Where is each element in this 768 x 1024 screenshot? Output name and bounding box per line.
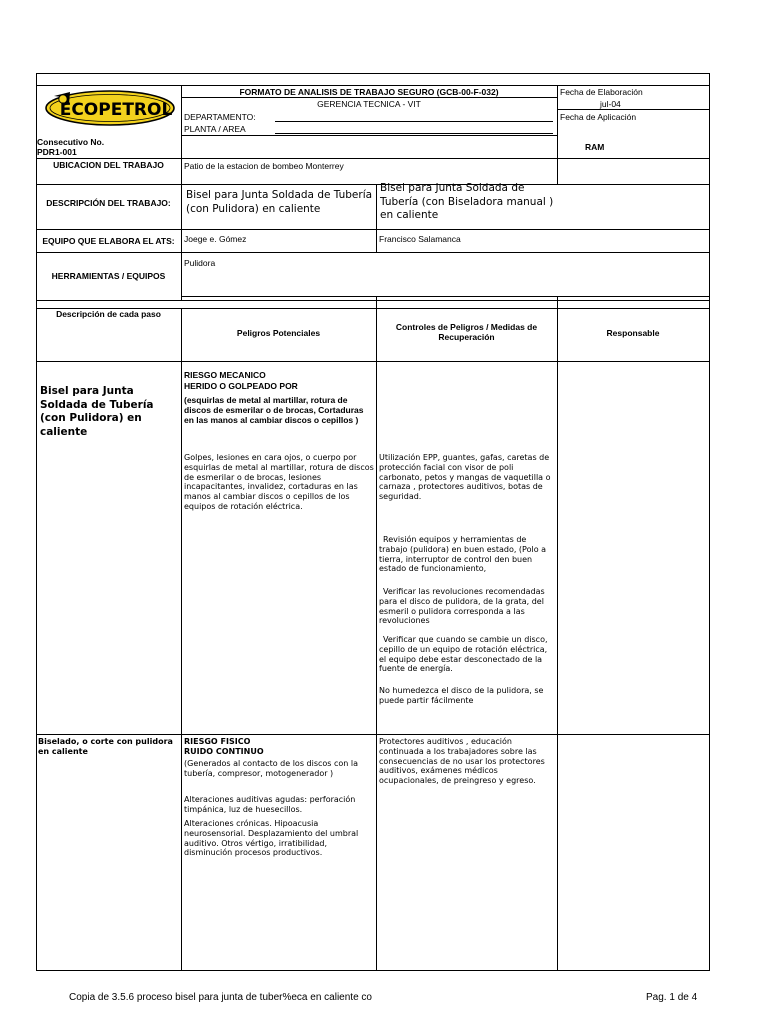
fecha-aplicacion-label: Fecha de Aplicación [560,112,637,122]
gerencia: GERENCIA TECNICA - VIT [317,99,421,109]
col-header-peligros: Peligros Potenciales [236,328,321,338]
step2-riesgo-sub: RUIDO CONTINUO [184,747,264,756]
step1-control-epp: Utilización EPP, guantes, gafas, caretas de protección facial con visor de poli carbonato, petos y mangas de vaquetilla o carnaza , protectores auditivos, botas de seguridad. [379,453,551,501]
table-border-right [709,73,710,971]
col-header-controles: Controles de Peligros / Medidas de Recuperación [395,322,538,343]
fecha-elaboracion-value: jul-04 [600,99,621,109]
ram-label: RAM [585,142,605,152]
svg-text:ECOPETROL: ECOPETROL [59,100,173,120]
col-line [557,296,558,971]
step2-riesgo-title: RIESGO FISICO [184,737,251,746]
row-line [36,252,710,253]
field-underline [275,133,553,134]
step2-control: Protectores auditivos , educación continuada a los trabajadores sobre las consecuencias de no usar los protectores auditivos, exámenes médicos ocupacionales, de preingreso y egreso. [379,737,545,785]
step1-riesgo-detail: (esquirlas de metal al martillar, rotura de discos de esmerilar o de brocas, Cortaduras en las manos al cambiar discos o cepillos ) [184,395,364,426]
col-line [376,296,377,971]
fecha-elaboracion-label: Fecha de Elaboración [560,87,643,97]
step2-description: Biselado, o corte con pulidora en caliente [38,737,173,756]
footer-filename: Copia de 3.5.6 proceso bisel para junta de tuber%eca en caliente co [69,992,372,1003]
col-line [181,85,182,300]
equipo-value-2: Francisco Salamanca [379,234,461,244]
step1-control-humedezca: No humedezca el disco de la pulidora, se puede partir fácilmente [379,686,544,705]
departamento-label: DEPARTAMENTO: [184,112,256,122]
row-line [181,296,710,297]
step1-description: Bisel para Junta Soldada de Tubería (con Pulidora) en caliente [40,385,154,438]
descripcion-value-pulidora: Bisel para Junta Soldada de Tubería (con Pulidora) en caliente [186,189,373,215]
consecutivo-value: PDR1-001 [37,147,77,157]
row-line [36,85,710,86]
planta-area-label: PLANTA / AREA [184,124,246,134]
step1-control-revoluciones: Verificar las revoluciones recomendadas para el disco de pulidora, de la grata, del esmeril o pulidora corresponda a las revoluciones [379,587,545,626]
row-line [36,184,710,185]
col-header-paso: Descripción de cada paso [56,309,161,319]
descripcion-label: DESCRIPCIÓN DEL TRABAJO: [46,198,171,208]
row-line [36,361,710,362]
step1-control-cambio-disco: Verificar que cuando se cambie un disco, cepillo de un equipo de rotación eléctrica, el equipo debe estar desconectado de la fuente de energía. [379,635,548,674]
herramientas-value: Pulidora [184,258,216,268]
form-title: FORMATO DE ANALISIS DE TRABAJO SEGURO (GCB-00-F-032) [239,87,499,97]
field-underline [275,121,553,122]
row-line [36,229,710,230]
col-line [376,229,377,252]
step1-riesgo-sub: HERIDO O GOLPEADO POR [184,381,298,391]
consecutivo-label: Consecutivo No. [37,137,105,147]
col-line [376,184,377,229]
row-line [36,158,710,159]
step1-riesgo-title: RIESGO MECANICO [184,370,266,380]
col-header-responsable: Responsable [606,328,660,338]
step1-consecuencias: Golpes, lesiones en cara ojos, o cuerpo por esquirlas de metal al martillar, rotura de discos de esmerilar o de brocas, lesiones incapacitantes, invalidez, cortaduras en las manos al cambiar discos o cepillos de los equipos de rotación eléctrica. [184,453,374,511]
ecopetrol-logo [44,88,176,128]
row-line [36,300,710,301]
step2-riesgo-detail: (Generados al contacto de los discos con la tubería, compresor, motogenerador ) [184,759,359,778]
row-line [36,734,710,735]
descripcion-value-biseladora: Bisel para Junta Soldada de Tubería (con Biseladora manual ) en caliente [380,182,554,222]
table-border-bottom [36,970,710,971]
step2-consecuencia-agudas: Alteraciones auditivas agudas: perforación timpánica, luz de huesecillos. [184,795,356,814]
herramientas-label: HERRAMIENTAS / EQUIPOS [51,271,166,281]
step2-consecuencia-cronicas: Alteraciones crónicas. Hipoacusia neurosensorial. Desplazamiento del umbral auditivo. Otros vértigo, irratibilidad, disminución procesos productivos. [184,819,359,858]
equipo-label: EQUIPO QUE ELABORA EL ATS: [42,236,175,246]
equipo-value-1: Joege e. Gómez [184,234,247,244]
table-border-top [36,73,710,74]
col-line [181,308,182,971]
ubicacion-label: UBICACION DEL TRABAJO [53,160,164,170]
row-line [181,135,557,136]
step1-control-revision: Revisión equipos y herramientas de trabajo (pulidora) en buen estado, (Polo a tierra, interruptor de control den buen estado de funcionamiento, [379,535,547,574]
footer-page-number: Pag. 1 de 4 [646,992,698,1003]
ubicacion-value: Patio de la estacion de bombeo Monterrey [184,161,344,171]
col-line [557,85,558,184]
